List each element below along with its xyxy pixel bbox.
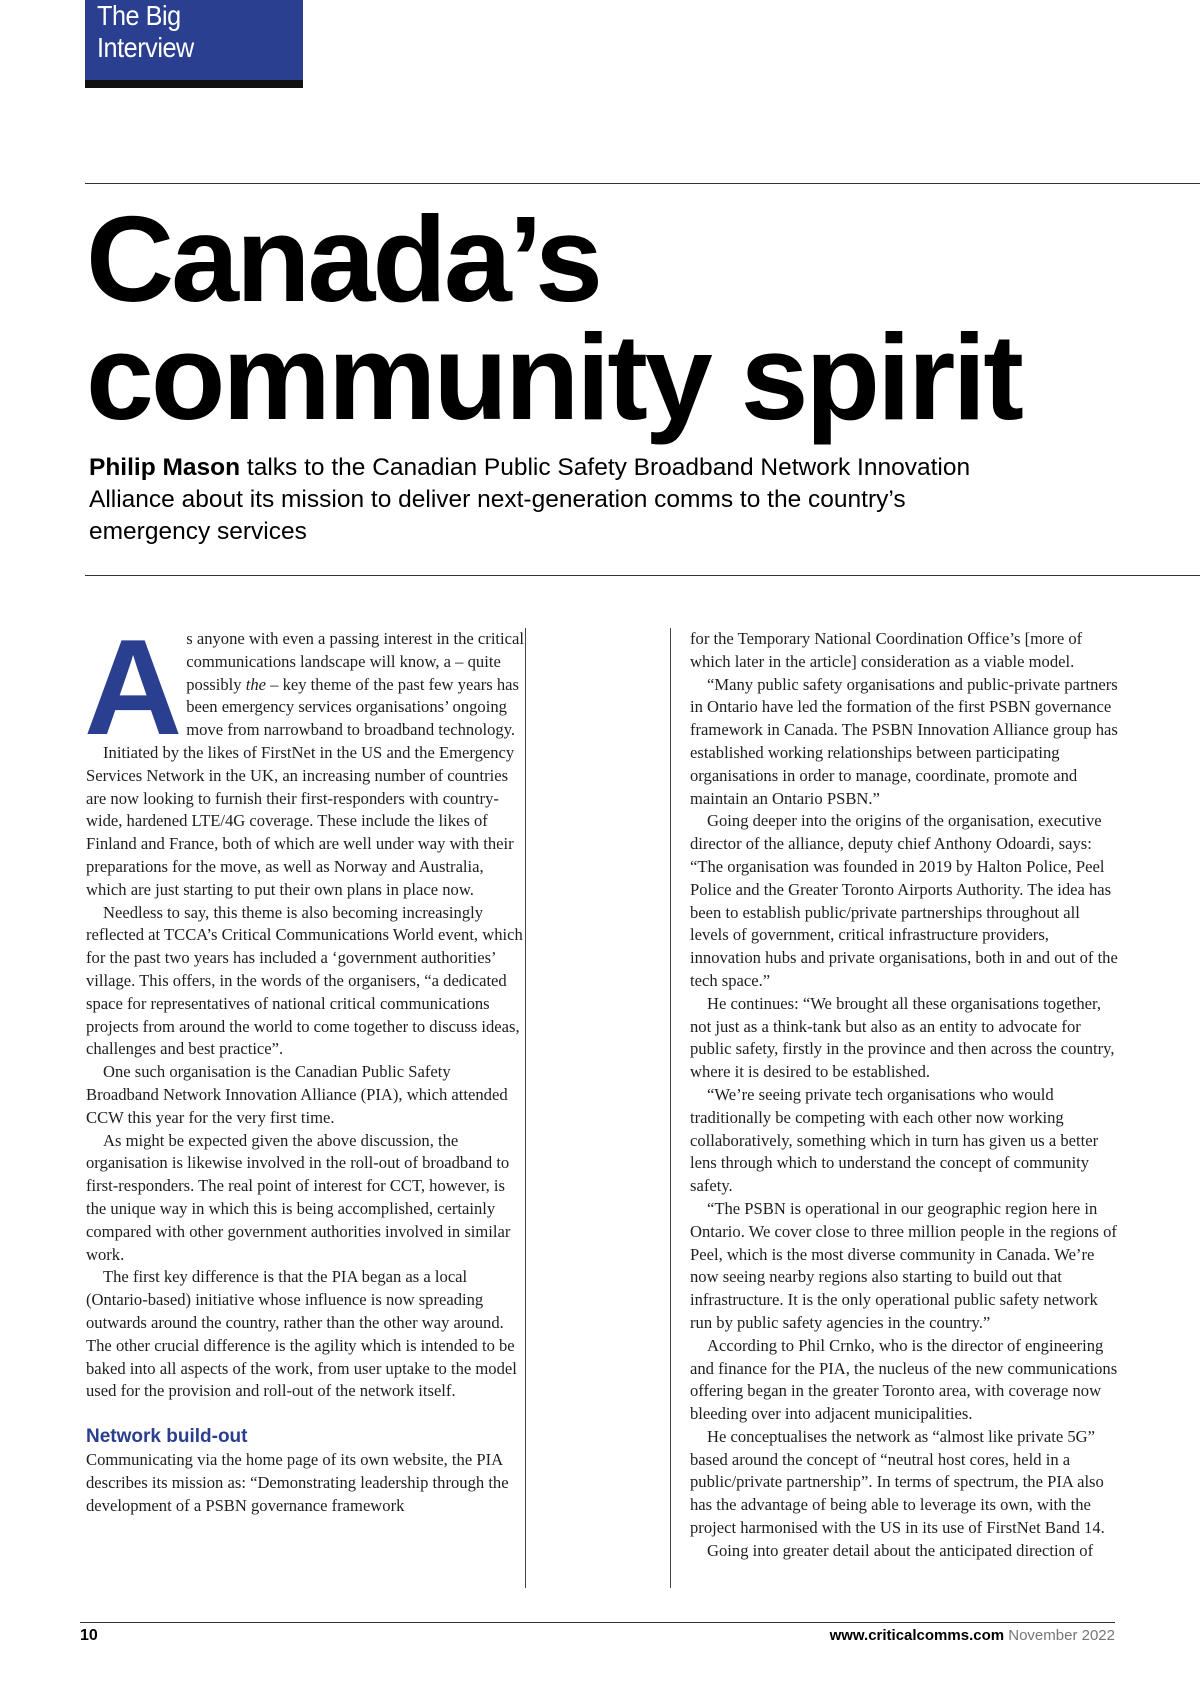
right-column xyxy=(690,628,1120,1563)
headline xyxy=(86,191,1186,445)
right-paragraph-5: “We’re seeing private tech organisations who would traditionally be competing with each other now working collaboratively, something which in turn has given us a better lens through which to understand the concept of community safety. xyxy=(690,1084,1099,1196)
left-paragraph-4: One such organisation is the Canadian Public Safety Broadband Network Innovation Alliance (PIA), which attended CCW this year for the very first time. xyxy=(86,1062,508,1127)
footer-website-link[interactable]: www.criticalcomms.com xyxy=(829,1627,1005,1644)
headline-line-1: Canada’s xyxy=(86,191,600,327)
column-divider-left xyxy=(525,628,526,1588)
footer-divider xyxy=(80,1622,1115,1623)
left-paragraph-6: The first key difference is that the PIA began as a local (Ontario-based) initiative whose influence is now spreading outwards around the country, rather than the other way around. The other crucial difference is the agility which is intended to be baked into all aspects of the work, from user uptake to the model used for the provision and roll-out of the network itself. xyxy=(86,1267,517,1401)
left-paragraph-1-text-b: – key theme of the past few years has been emergency services organisations’ ongoing move from narrowband to broadband technology. xyxy=(186,674,519,740)
right-paragraph-7: According to Phil Crnko, who is the director of engineering and finance for the PIA, the nucleus of the new communications offering began in the greater Toronto area, with coverage now bleeding over into adjacent municipalities. xyxy=(690,1335,1118,1424)
left-column xyxy=(84,611,526,1517)
right-paragraph-4: He continues: “We brought all these organisations together, not just as a think-tank but also as an entity to advocate for public safety, firstly in the province and then across the country, where it is desired to be established. xyxy=(690,993,1115,1082)
footer-publication xyxy=(830,1627,1115,1644)
right-paragraph-1: for the Temporary National Coordination Office’s [more of which later in the article] consideration as a viable model. xyxy=(690,629,1083,671)
left-paragraph-2: Initiated by the likes of FirstNet in the US and the Emergency Services Network in the UK, an increasing number of countries are now looking to furnish their first-responders with country-wide, hardened LTE/4G coverage. These include the likes of Finland and France, both of which are well under way with their preparations for the move, as well as Norway and Australia, which are just starting to put their own plans in place now. xyxy=(86,742,515,899)
page-number: 10 xyxy=(80,1627,98,1644)
headline-line-2: community spirit xyxy=(86,309,1021,445)
left-paragraph-1 xyxy=(84,611,526,763)
section-tab xyxy=(85,0,303,88)
standfirst-text: talks to the Canadian Public Safety Broadband Network Innovation Alliance about its mission to deliver next-generation comms to the country’s emergency services xyxy=(89,454,971,545)
subheading-network-build-out: Network build-out xyxy=(86,1426,248,1448)
drop-cap: A xyxy=(84,611,183,763)
right-paragraph-2: “Many public safety organisations and public-private partners in Ontario have led the formation of the first PSBN governance framework in Canada. The PSBN Innovation Alliance group has established working relationships between participating organisations in order to manage, coordinate, promote and maintain an Ontario PSBN.” xyxy=(690,674,1118,808)
standfirst-author: Philip Mason xyxy=(89,454,241,481)
right-paragraph-8: He conceptualises the network as “almost like private 5G” based around the concept of “neutral host cores, held in a public/private partnership”. In terms of spectrum, the PIA also has the advantage of being able to leverage its own, with the project harmonised with the US in its use of FirstNet Band 14. xyxy=(690,1426,1105,1538)
standfirst xyxy=(89,452,989,548)
footer-date: November 2022 xyxy=(1004,1627,1115,1644)
left-paragraph-1-emphasis: the xyxy=(245,674,266,694)
right-paragraph-3: Going deeper into the origins of the organisation, executive director of the alliance, deputy chief Anthony Odoardi, says: “The organisation was founded in 2019 by Halton Police, Peel Police and the Greater Toronto Airports Authority. The idea has been to establish public/private partnerships throughout all levels of government, critical infrastructure providers, innovation hubs and private organisations, both in and out of the tech space.” xyxy=(690,811,1118,990)
standfirst-divider xyxy=(85,575,1200,576)
left-paragraph-3: Needless to say, this theme is also becoming increasingly reflected at TCCA’s Critical Communications World event, which for the past two years has included a ‘government authorities’ village. This offers, in the words of the organisers, “a dedicated space for representatives of national critical communications projects from around the world to come together to discuss ideas, challenges and best practice”. xyxy=(86,902,523,1059)
right-paragraph-9: Going into greater detail about the anticipated direction of xyxy=(707,1540,1094,1560)
left-paragraph-1-text-a: s anyone with even a passing interest in the critical communications landscape will know, a – quite possibly xyxy=(186,629,524,694)
section-tab-label: The Big Interview xyxy=(97,0,194,63)
left-paragraph-5: As might be expected given the above discussion, the organisation is likewise involved in the roll-out of broadband to first-responders. The real point of interest for CCT, however, is the unique way in which this is being accomplished, certainly compared with other government authorities involved in similar work. xyxy=(86,1130,511,1264)
left-paragraph-7: Communicating via the home page of its own website, the PIA describes its mission as: “Demonstrating leadership through the development of a PSBN governance framework xyxy=(86,1450,509,1515)
column-divider-right xyxy=(670,628,671,1588)
top-divider xyxy=(85,183,1200,184)
right-paragraph-6: “The PSBN is operational in our geographic region here in Ontario. We cover close to three million people in the regions of Peel, which is the most diverse community in Canada. We’re now seeing nearby regions also starting to build out that infrastructure. It is the only operational public safety network run by public safety agencies in the country.” xyxy=(690,1198,1117,1332)
